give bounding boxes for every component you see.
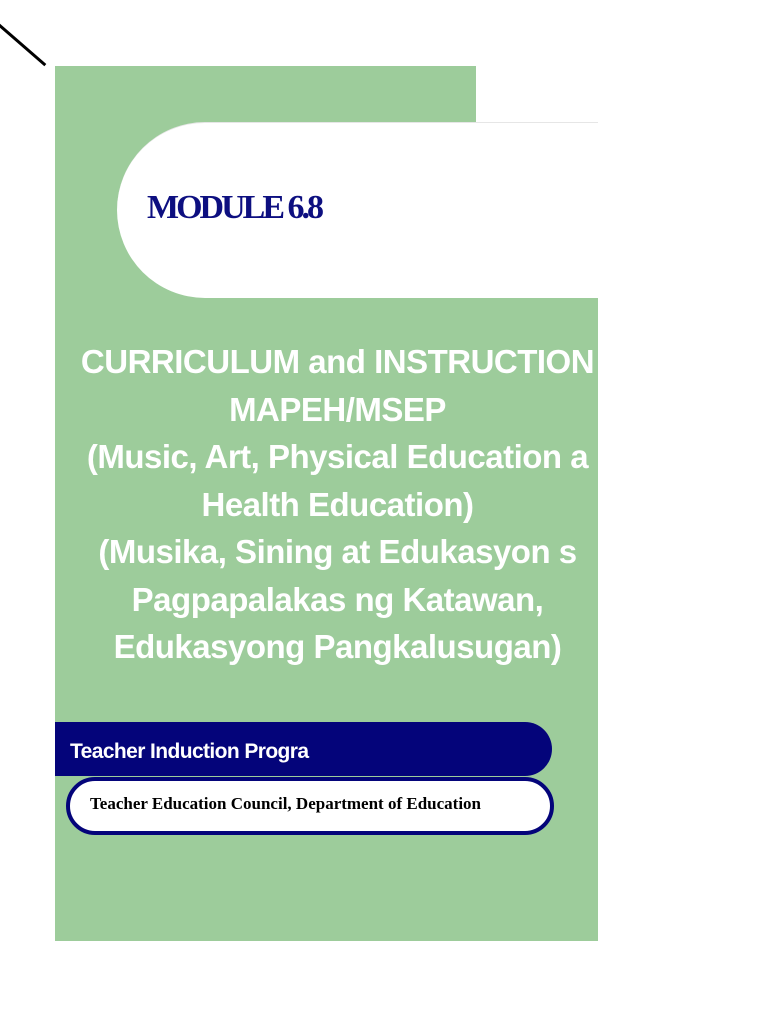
cover-title-line-1: CURRICULUM and INSTRUCTION bbox=[80, 343, 595, 380]
cover-title-line-4: Health Education) bbox=[201, 485, 474, 523]
council-pill bbox=[66, 777, 554, 835]
cover-title-line-6: Pagpapalakas ng Katawan, bbox=[131, 580, 544, 618]
cover-title bbox=[55, 338, 598, 671]
module-cover bbox=[55, 66, 598, 941]
module-title: MODULE 6.8 bbox=[147, 189, 321, 226]
cover-title-line-7: Edukasyong Pangkalusugan) bbox=[113, 628, 562, 665]
corner-diagonal-line bbox=[0, 19, 46, 66]
council-label: Teacher Education Council, Department of Education bbox=[90, 794, 482, 813]
program-banner bbox=[55, 722, 552, 776]
cover-title-line-5: (Musika, Sining at Edukasyon s bbox=[98, 533, 577, 570]
module-label-pill bbox=[117, 122, 598, 298]
program-label: Teacher Induction Progra bbox=[70, 740, 309, 763]
cover-title-line-3: (Music, Art, Physical Education a bbox=[86, 438, 589, 475]
top-white-band bbox=[476, 66, 598, 122]
cover-title-line-2: MAPEH/MSEP bbox=[229, 390, 446, 428]
